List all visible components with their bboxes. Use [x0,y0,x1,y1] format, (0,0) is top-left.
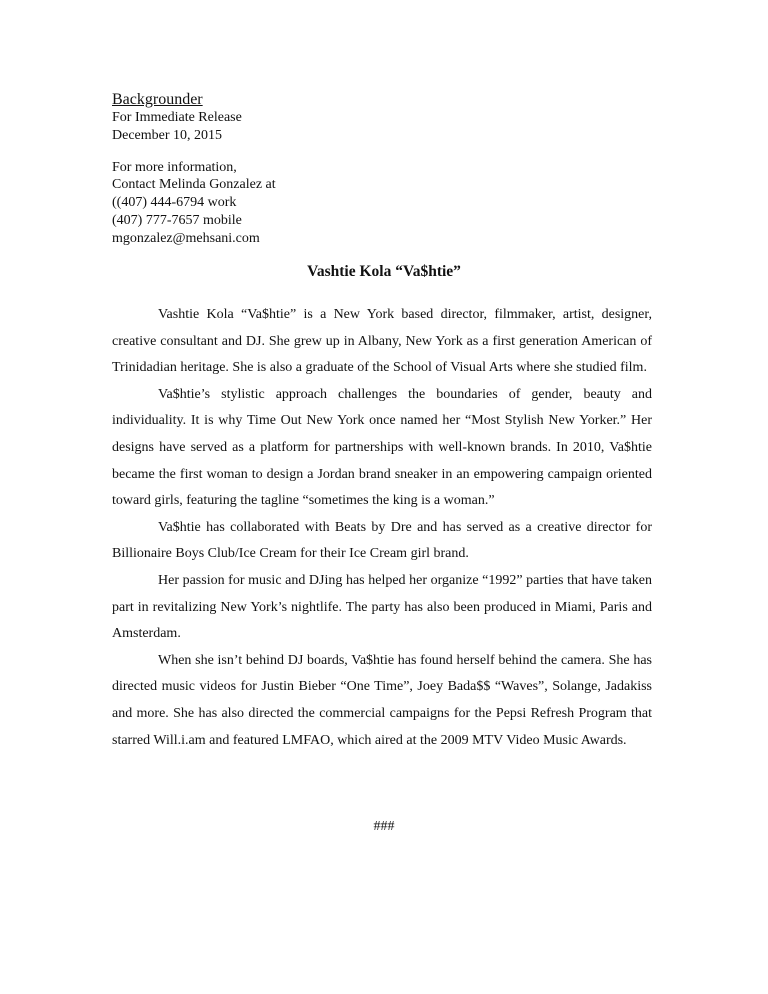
document-title: Vashtie Kola “Va$htie” [307,263,461,280]
header-spacer [112,145,276,159]
press-release-header [112,90,276,248]
mobile-phone: (407) 777-7657 mobile [112,212,242,228]
paragraph: Va$htie has collaborated with Beats by Dre and has served as a creative director for Billionaire Boys Club/Ice Cream for their Ice Cream girl brand. [112,519,652,562]
paragraph: Her passion for music and DJing has helped her organize “1992” parties that have taken part in revitalizing New York’s nightlife. The party has also been produced in Miami, Paris and Amsterdam. [112,572,652,642]
release-date: December 10, 2015 [112,127,223,143]
release-notice: For Immediate Release [112,110,242,125]
contact-email: mgonzalez@mehsani.com [112,230,260,246]
end-mark: ### [373,819,395,834]
paragraph: Va$htie’s stylistic approach challenges the boundaries of gender, beauty and individuality. It is why Time Out New York once named her “Most Stylish New Yorker.” Her designs have served as a platform for partnerships with well-known brands. In 2010, Va$htie became the first woman to design a Jordan brand sneaker in an empowering campaign oriented toward girls, featuring the tagline “sometimes the king is a woman.” [112,386,652,509]
backgrounder-label: Backgrounder [112,91,203,108]
paragraph: Vashtie Kola “Va$htie” is a New York based director, filmmaker, artist, designer, creative consultant and DJ. She grew up in Albany, New York as a first generation American of Trinidadian heritage. She is also a graduate of the School of Visual Arts where she studied film. [112,307,652,376]
work-phone: ((407) 444-6794 work [112,195,237,211]
paragraph: When she isn’t behind DJ boards, Va$htie has found herself behind the camera. She has directed music videos for Justin Bieber “One Time”, Joey Bada$$ “Waves”, Solange, Jadakiss and more. She has also directed the commercial campaigns for the Pepsi Refresh Program that starred Will.i.am and featured LMFAO, which aired at the 2009 MTV Video Music Awards. [112,652,652,748]
contact-name: Contact Melinda Gonzalez at [112,177,276,193]
more-info-text: For more information, [112,159,237,175]
body-text [112,302,652,754]
